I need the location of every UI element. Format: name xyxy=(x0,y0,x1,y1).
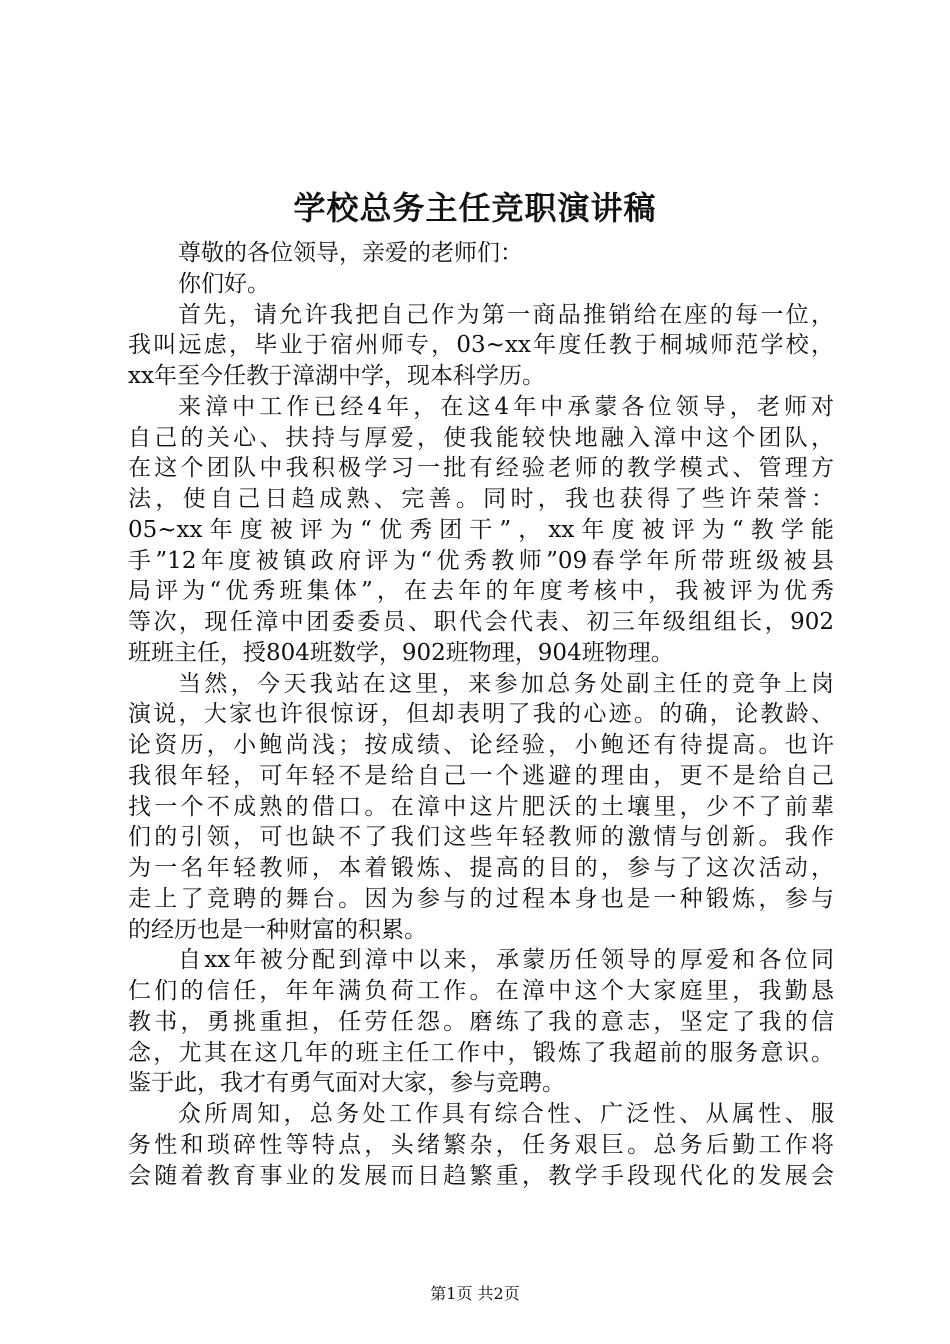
page-footer: 第1页 共2页 xyxy=(430,1284,520,1303)
text-line: 你们好。 xyxy=(178,270,270,297)
text-line: 鉴于此，我才有勇气面对大家，参与竞聘。 xyxy=(128,1070,565,1097)
document-body xyxy=(128,238,834,1191)
text-line: 找一个不成熟的借口。在漳中这片肥沃的土壤里，少不了前辈 xyxy=(128,793,834,820)
text-line: 来漳中工作已经4年，在这4年中承蒙各位领导，老师对 xyxy=(178,393,834,420)
text-line: 手”12年度被镇政府评为“优秀教师”09春学年所带班级被县 xyxy=(128,547,834,574)
text-line: 演说，大家也许很惊讶，但却表明了我的心迹。的确，论教龄、 xyxy=(128,701,834,728)
text-line: 05~xx年度被评为“优秀团干”，xx年度被评为“教学能 xyxy=(128,516,834,543)
document-title: 学校总务主任竞职演讲稿 xyxy=(293,189,657,227)
text-line: 务性和琐碎性等特点，头绪繁杂，任务艰巨。总务后勤工作将 xyxy=(128,1131,834,1158)
text-line: 的经历也是一种财富的积累。 xyxy=(128,916,427,943)
text-line: 自己的关心、扶持与厚爱，使我能较快地融入漳中这个团队， xyxy=(128,424,834,451)
text-line: 会随着教育事业的发展而日趋繁重，教学手段现代化的发展会 xyxy=(128,1162,834,1189)
text-line: 我叫远虑，毕业于宿州师专，03~xx年度任教于桐城师范学校， xyxy=(128,332,834,359)
text-line: 班班主任，授804班数学，902班物理，904班物理。 xyxy=(128,639,674,666)
text-line: 教书，勇挑重担，任劳任怨。磨练了我的意志，坚定了我的信 xyxy=(128,1008,834,1035)
text-line: 尊敬的各位领导，亲爱的老师们： xyxy=(178,240,523,266)
text-line: 我很年轻，可年轻不是给自己一个逃避的理由，更不是给自己 xyxy=(128,762,834,789)
text-line: 们的引领，可也缺不了我们这些年轻教师的激情与创新。我作 xyxy=(128,824,834,851)
text-line: 首先，请允许我把自己作为第一商品推销给在座的每一位， xyxy=(178,301,834,328)
text-line: 念，尤其在这几年的班主任工作中，锻炼了我超前的服务意识。 xyxy=(128,1039,834,1066)
text-line: 仁们的信任，年年满负荷工作。在漳中这个大家庭里，我勤恳 xyxy=(128,978,834,1004)
text-line: 当然，今天我站在这里，来参加总务处副主任的竞争上岗 xyxy=(178,670,834,697)
text-line: 局评为“优秀班集体”，在去年的年度考核中，我被评为优秀 xyxy=(128,578,834,605)
text-line: xx年至今任教于漳湖中学，现本科学历。 xyxy=(128,363,545,389)
text-line: 论资历，小鲍尚浅；按成绩、论经验，小鲍还有待提高。也许 xyxy=(128,732,834,758)
text-line: 等次，现任漳中团委委员、职代会代表、初三年级组组长，902 xyxy=(128,609,834,635)
text-line: 为一名年轻教师，本着锻炼、提高的目的，参与了这次活动， xyxy=(128,855,834,881)
text-line: 在这个团队中我积极学习一批有经验老师的教学模式、管理方 xyxy=(128,455,834,482)
text-line: 法，使自己日趋成熟、完善。同时，我也获得了些许荣誉： xyxy=(128,486,834,512)
text-line: 众所周知，总务处工作具有综合性、广泛性、从属性、服 xyxy=(178,1101,834,1127)
text-line: 自xx年被分配到漳中以来，承蒙历任领导的厚爱和各位同 xyxy=(178,947,834,974)
text-line: 走上了竞聘的舞台。因为参与的过程本身也是一种锻炼，参与 xyxy=(128,885,834,912)
